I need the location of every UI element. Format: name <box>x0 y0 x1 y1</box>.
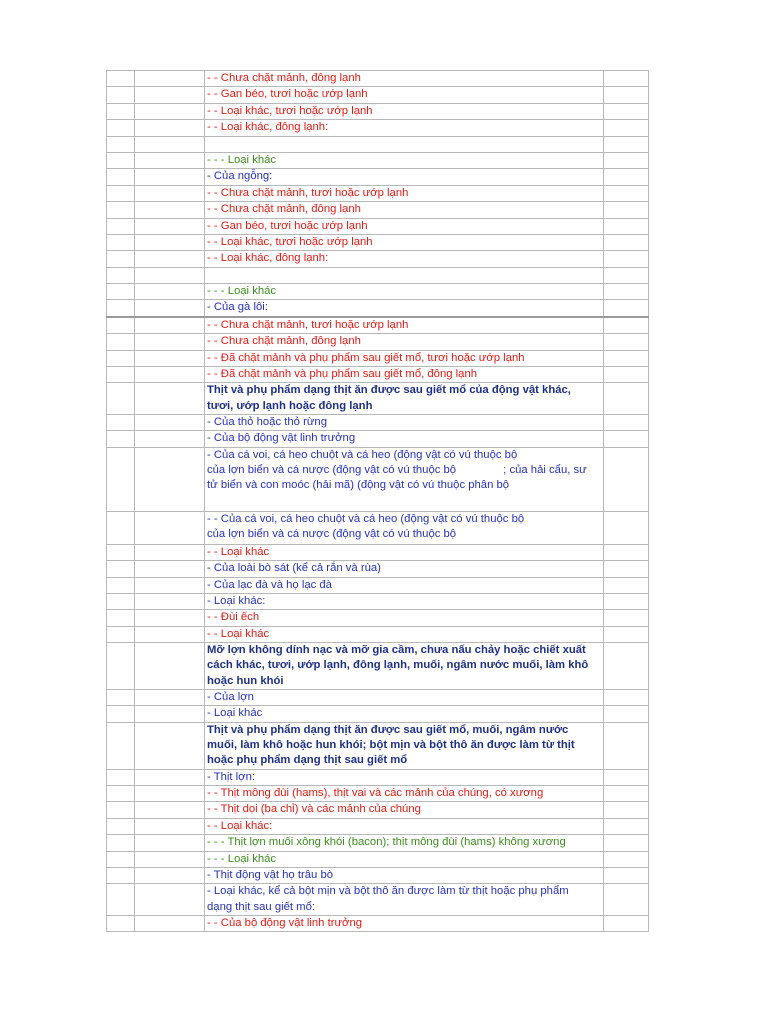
rate-cell <box>604 267 649 283</box>
subcode-cell <box>135 284 205 300</box>
description-text: - - Chưa chặt mảnh, tươi hoặc ướp lạnh <box>207 318 409 331</box>
description-text: - - Loại khác <box>207 545 270 558</box>
description-cell <box>205 185 604 201</box>
code-cell <box>107 431 135 447</box>
subcode-cell <box>135 103 205 119</box>
rate-cell <box>604 868 649 884</box>
table-row <box>107 786 649 802</box>
table-row <box>107 690 649 706</box>
description-cell <box>205 706 604 722</box>
description-text: Thịt và phụ phẩm dạng thịt ăn được sau giết mổ của động vật khác, tươi, ướp lạnh hoặc đông lạnh <box>207 384 571 412</box>
description-text: - Của bộ động vật linh trưởng <box>207 432 356 445</box>
description-text: - - Gan béo, tươi hoặc ướp lạnh <box>207 88 368 101</box>
description-text: - - Đã chặt mảnh và phụ phẩm sau giết mổ, đông lạnh <box>207 368 478 381</box>
description-cell <box>205 152 604 168</box>
code-cell <box>107 802 135 818</box>
rate-cell <box>604 71 649 87</box>
rate-cell <box>604 786 649 802</box>
table-row <box>107 218 649 234</box>
subcode-cell <box>135 267 205 283</box>
description-cell <box>205 610 604 626</box>
table-row <box>107 71 649 87</box>
subcode-cell <box>135 334 205 350</box>
code-cell <box>107 300 135 317</box>
rate-cell <box>604 690 649 706</box>
description-cell <box>205 544 604 560</box>
rate-cell <box>604 234 649 250</box>
table-row <box>107 87 649 103</box>
code-cell <box>107 835 135 851</box>
subcode-cell <box>135 152 205 168</box>
table-row <box>107 136 649 152</box>
subcode-cell <box>135 447 205 511</box>
code-cell <box>107 818 135 834</box>
code-cell <box>107 643 135 690</box>
description-cell <box>205 868 604 884</box>
description-text: Mỡ lợn không dính nạc và mỡ gia cầm, chưa nấu chảy hoặc chiết xuất cách khác, tươi, ướp lạnh, đông lạnh, muối, ngâm nước muối, làm khô hoặc hun khói <box>207 644 589 687</box>
description-text: - - Chưa chặt mảnh, tươi hoặc ướp lạnh <box>207 186 409 199</box>
rate-cell <box>604 916 649 932</box>
subcode-cell <box>135 802 205 818</box>
table-row <box>107 120 649 136</box>
description-cell <box>205 447 604 511</box>
description-cell <box>205 350 604 366</box>
description-text: - - Loại khác, tươi hoặc ướp lạnh <box>207 235 373 248</box>
description-text: - - - Loại khác <box>207 153 277 166</box>
code-cell <box>107 251 135 267</box>
description-cell <box>205 169 604 185</box>
description-cell <box>205 300 604 317</box>
rate-cell <box>604 706 649 722</box>
table-row <box>107 511 649 544</box>
description-text: - - Loại khác, đông lạnh: <box>207 121 329 134</box>
description-cell <box>205 383 604 415</box>
description-text: - - Loại khác <box>207 627 270 640</box>
code-cell <box>107 610 135 626</box>
subcode-cell <box>135 383 205 415</box>
table-row <box>107 103 649 119</box>
rate-cell <box>604 544 649 560</box>
description-text: - - Loại khác, đông lạnh: <box>207 252 329 265</box>
description-cell <box>205 511 604 544</box>
code-cell <box>107 87 135 103</box>
description-text: - - Chưa chặt mảnh, đông lạnh <box>207 335 361 348</box>
subcode-cell <box>135 87 205 103</box>
code-cell <box>107 851 135 867</box>
description-text: - - Chưa chặt mảnh, đông lạnh <box>207 72 361 84</box>
description-cell <box>205 786 604 802</box>
code-cell <box>107 916 135 932</box>
rate-cell <box>604 383 649 415</box>
code-cell <box>107 317 135 334</box>
code-cell <box>107 71 135 87</box>
description-text: - Của cá voi, cá heo chuột và cá heo (động vật có vú thuộc bộ của lợn biển và cá nược (động vật có vú thuộc bộ ; của hải cẩu, sư tử biển và con moóc (hải mã) (động vật có vú thuộc phân bộ <box>207 448 587 492</box>
rate-cell <box>604 218 649 234</box>
description-cell <box>205 367 604 383</box>
rate-cell <box>604 415 649 431</box>
table-row <box>107 916 649 932</box>
code-cell <box>107 544 135 560</box>
table-row <box>107 169 649 185</box>
subcode-cell <box>135 690 205 706</box>
description-cell <box>205 851 604 867</box>
rate-cell <box>604 835 649 851</box>
table-row <box>107 447 649 511</box>
description-text: - - Gan béo, tươi hoặc ướp lạnh <box>207 219 368 232</box>
code-cell <box>107 383 135 415</box>
rate-cell <box>604 367 649 383</box>
table-row <box>107 593 649 609</box>
table-row <box>107 544 649 560</box>
description-text: - Của loài bò sát (kể cả rắn và rùa) <box>207 562 381 575</box>
rate-cell <box>604 593 649 609</box>
description-cell <box>205 818 604 834</box>
table-row <box>107 431 649 447</box>
table-row <box>107 234 649 250</box>
table-row <box>107 626 649 642</box>
table-row <box>107 284 649 300</box>
rate-cell <box>604 818 649 834</box>
tariff-table-body <box>107 71 649 932</box>
table-row <box>107 350 649 366</box>
subcode-cell <box>135 367 205 383</box>
subcode-cell <box>135 786 205 802</box>
code-cell <box>107 234 135 250</box>
code-cell <box>107 415 135 431</box>
subcode-cell <box>135 916 205 932</box>
code-cell <box>107 334 135 350</box>
code-cell <box>107 103 135 119</box>
code-cell <box>107 690 135 706</box>
description-text: - Của thỏ hoặc thỏ rừng <box>207 416 327 429</box>
description-text: - - Đã chặt mảnh và phụ phẩm sau giết mổ, tươi hoặc ướp lạnh <box>207 351 525 364</box>
description-cell <box>205 722 604 769</box>
subcode-cell <box>135 868 205 884</box>
subcode-cell <box>135 234 205 250</box>
rate-cell <box>604 851 649 867</box>
description-text: Thịt và phụ phẩm dạng thịt ăn được sau giết mổ, muối, ngâm nước muối, làm khô hoặc hun khói; bột mịn và bột thô ăn được làm từ thịt hoặc phụ phẩm dạng thịt sau giết mổ <box>207 723 575 767</box>
table-row <box>107 317 649 334</box>
subcode-cell <box>135 593 205 609</box>
code-cell <box>107 350 135 366</box>
rate-cell <box>604 300 649 317</box>
subcode-cell <box>135 136 205 152</box>
description-text: - - Của cá voi, cá heo chuột và cá heo (động vật có vú thuộc bộ của lợn biển và cá nược (động vật có vú thuộc bộ <box>207 512 525 541</box>
description-cell <box>205 251 604 267</box>
description-text: - - Thịt mông đùi (hams), thịt vai và các mảnh của chúng, có xương <box>207 787 544 800</box>
subcode-cell <box>135 643 205 690</box>
table-row <box>107 202 649 218</box>
description-cell <box>205 415 604 431</box>
subcode-cell <box>135 835 205 851</box>
description-text: - - - Loại khác <box>207 285 277 298</box>
code-cell <box>107 706 135 722</box>
table-row <box>107 884 649 916</box>
description-text: - - - Thịt lợn muối xông khói (bacon); thịt mông đùi (hams) không xương <box>207 836 566 849</box>
table-row <box>107 706 649 722</box>
code-cell <box>107 169 135 185</box>
subcode-cell <box>135 202 205 218</box>
description-cell <box>205 769 604 785</box>
table-row <box>107 334 649 350</box>
code-cell <box>107 593 135 609</box>
description-text: - Của lợn <box>207 691 254 704</box>
description-cell <box>205 234 604 250</box>
description-text: - - Loại khác, tươi hoặc ướp lạnh <box>207 104 373 117</box>
rate-cell <box>604 136 649 152</box>
description-text: - - Loại khác: <box>207 819 273 832</box>
subcode-cell <box>135 300 205 317</box>
subcode-cell <box>135 218 205 234</box>
rate-cell <box>604 511 649 544</box>
subcode-cell <box>135 706 205 722</box>
rate-cell <box>604 169 649 185</box>
table-row <box>107 251 649 267</box>
subcode-cell <box>135 71 205 87</box>
rate-cell <box>604 610 649 626</box>
rate-cell <box>604 185 649 201</box>
description-text: - - Của bộ động vật linh trưởng <box>207 917 363 930</box>
description-cell <box>205 71 604 87</box>
rate-cell <box>604 643 649 690</box>
rate-cell <box>604 87 649 103</box>
code-cell <box>107 722 135 769</box>
code-cell <box>107 447 135 511</box>
table-row <box>107 610 649 626</box>
code-cell <box>107 769 135 785</box>
description-cell <box>205 431 604 447</box>
rate-cell <box>604 334 649 350</box>
description-text: - Loại khác, kể cả bột mịn và bột thô ăn được làm từ thịt hoặc phụ phẩm dạng thịt sau giết mổ: <box>207 885 569 913</box>
description-cell <box>205 916 604 932</box>
description-cell <box>205 334 604 350</box>
code-cell <box>107 267 135 283</box>
code-cell <box>107 367 135 383</box>
description-cell <box>205 593 604 609</box>
subcode-cell <box>135 626 205 642</box>
subcode-cell <box>135 769 205 785</box>
rate-cell <box>604 626 649 642</box>
description-text: - - - Loại khác <box>207 852 277 865</box>
code-cell <box>107 626 135 642</box>
subcode-cell <box>135 431 205 447</box>
rate-cell <box>604 561 649 577</box>
rate-cell <box>604 284 649 300</box>
description-cell <box>205 267 604 283</box>
subcode-cell <box>135 722 205 769</box>
description-cell <box>205 577 604 593</box>
description-cell <box>205 218 604 234</box>
rate-cell <box>604 802 649 818</box>
table-row <box>107 415 649 431</box>
tariff-table <box>106 70 649 932</box>
table-row <box>107 818 649 834</box>
description-cell <box>205 690 604 706</box>
table-row <box>107 643 649 690</box>
rate-cell <box>604 884 649 916</box>
code-cell <box>107 136 135 152</box>
description-cell <box>205 835 604 851</box>
description-text: - Thịt động vật họ trâu bò <box>207 869 334 882</box>
description-cell <box>205 284 604 300</box>
subcode-cell <box>135 251 205 267</box>
table-row <box>107 851 649 867</box>
description-cell <box>205 317 604 334</box>
rate-cell <box>604 120 649 136</box>
description-cell <box>205 103 604 119</box>
description-cell <box>205 120 604 136</box>
description-cell <box>205 87 604 103</box>
table-row <box>107 577 649 593</box>
subcode-cell <box>135 415 205 431</box>
subcode-cell <box>135 610 205 626</box>
description-text: - - Thịt dọi (ba chỉ) và các mảnh của chúng <box>207 803 421 816</box>
table-row <box>107 267 649 283</box>
subcode-cell <box>135 577 205 593</box>
subcode-cell <box>135 169 205 185</box>
subcode-cell <box>135 884 205 916</box>
table-row <box>107 185 649 201</box>
rate-cell <box>604 317 649 334</box>
subcode-cell <box>135 544 205 560</box>
subcode-cell <box>135 511 205 544</box>
table-row <box>107 835 649 851</box>
rate-cell <box>604 251 649 267</box>
description-cell <box>205 626 604 642</box>
table-row <box>107 383 649 415</box>
subcode-cell <box>135 350 205 366</box>
table-row <box>107 367 649 383</box>
code-cell <box>107 868 135 884</box>
code-cell <box>107 577 135 593</box>
rate-cell <box>604 447 649 511</box>
code-cell <box>107 884 135 916</box>
subcode-cell <box>135 317 205 334</box>
code-cell <box>107 218 135 234</box>
description-text: - Loại khác: <box>207 594 266 607</box>
description-cell <box>205 884 604 916</box>
description-cell <box>205 561 604 577</box>
description-text: - - Đùi ếch <box>207 611 260 624</box>
table-row <box>107 152 649 168</box>
description-text: - Thịt lợn: <box>207 770 256 783</box>
description-cell <box>205 802 604 818</box>
table-row <box>107 868 649 884</box>
rate-cell <box>604 577 649 593</box>
description-text: - - Chưa chặt mảnh, đông lạnh <box>207 203 361 216</box>
description-cell <box>205 202 604 218</box>
description-cell <box>205 136 604 152</box>
code-cell <box>107 120 135 136</box>
description-text: - Loại khác <box>207 707 263 720</box>
subcode-cell <box>135 851 205 867</box>
code-cell <box>107 511 135 544</box>
rate-cell <box>604 202 649 218</box>
description-text: - Của gà lôi: <box>207 301 268 314</box>
description-text: - Của lạc đà và họ lạc đà <box>207 578 332 591</box>
code-cell <box>107 152 135 168</box>
table-row <box>107 300 649 317</box>
subcode-cell <box>135 818 205 834</box>
table-row <box>107 769 649 785</box>
subcode-cell <box>135 120 205 136</box>
rate-cell <box>604 350 649 366</box>
code-cell <box>107 185 135 201</box>
description-cell <box>205 643 604 690</box>
subcode-cell <box>135 185 205 201</box>
code-cell <box>107 284 135 300</box>
rate-cell <box>604 103 649 119</box>
rate-cell <box>604 152 649 168</box>
table-row <box>107 802 649 818</box>
rate-cell <box>604 431 649 447</box>
code-cell <box>107 786 135 802</box>
code-cell <box>107 561 135 577</box>
table-row <box>107 561 649 577</box>
rate-cell <box>604 722 649 769</box>
code-cell <box>107 202 135 218</box>
subcode-cell <box>135 561 205 577</box>
description-text: - Của ngỗng: <box>207 170 273 183</box>
table-row <box>107 722 649 769</box>
rate-cell <box>604 769 649 785</box>
